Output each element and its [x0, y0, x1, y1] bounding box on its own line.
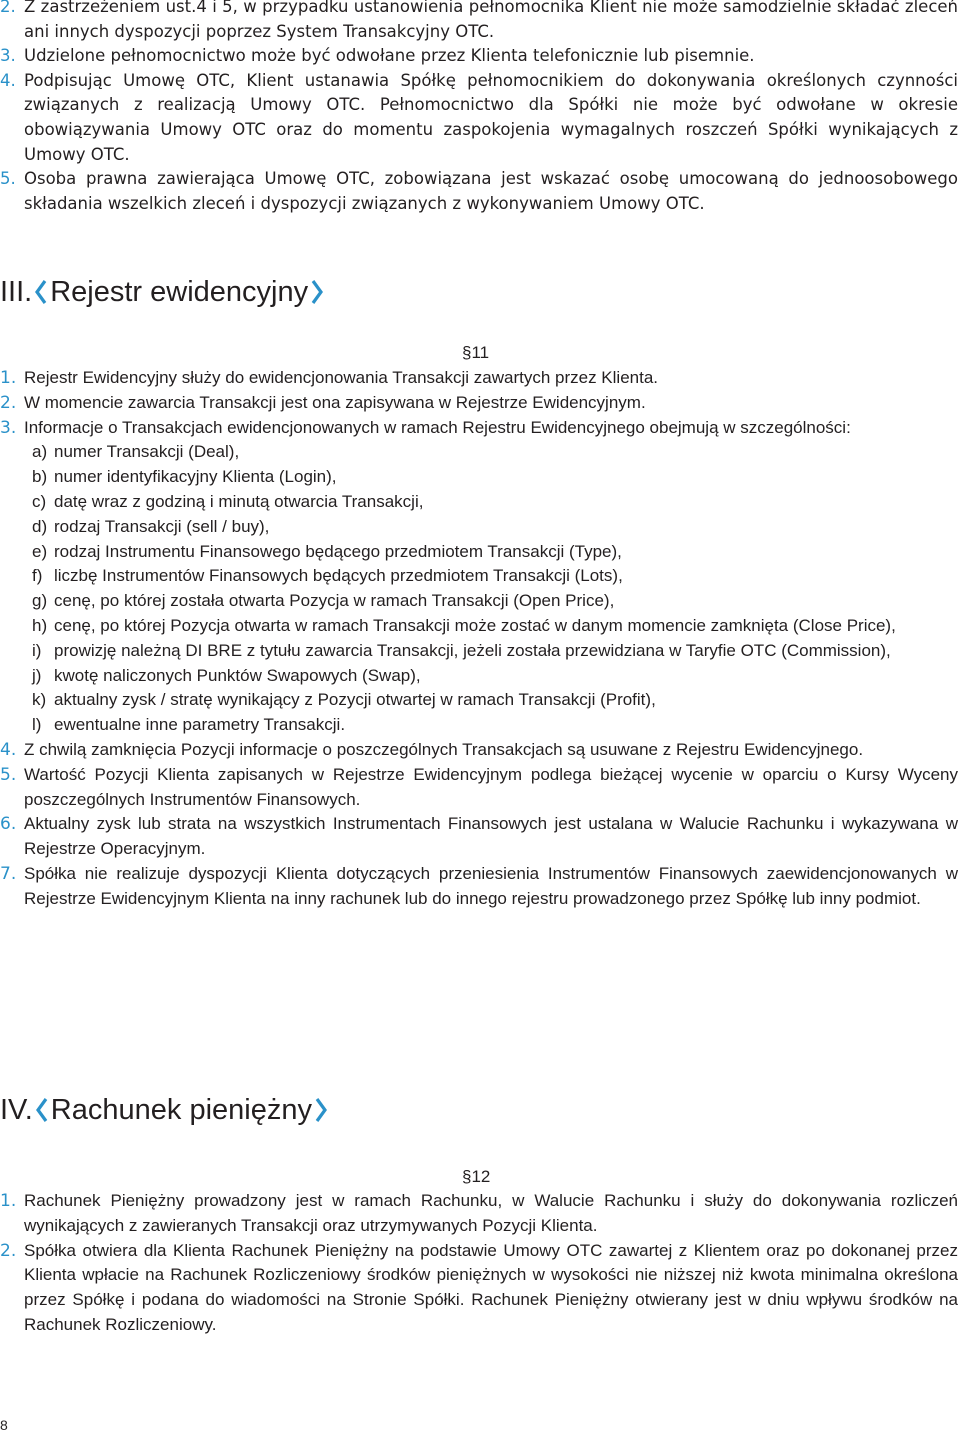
- chevron-right-icon: [311, 279, 323, 305]
- list-item: [0, 862, 958, 912]
- sub-list-item: [32, 614, 958, 639]
- section-roman: IV.: [0, 1094, 33, 1126]
- item-text: Udzielone pełnomocnictwo może być odwołane przez Klienta telefonicznie lub pisemnie.: [24, 46, 755, 66]
- item-text: Osoba prawna zawierająca Umowę OTC, zobowiązana jest wskazać osobę umocowaną do jednoosobowego składania wszelkich zleceń i dyspozycji związanych z wykonywaniem Umowy OTC.: [24, 169, 958, 213]
- list-item: [0, 366, 958, 391]
- item-text: Z zastrzeżeniem ust.4 i 5, w przypadku ustanowienia pełnomocnika Klient nie może samodzielnie składać zleceń ani innych dyspozycji poprzez System Transakcyjny OTC.: [24, 0, 958, 41]
- item-text: Z chwilą zamknięcia Pozycji informacje o poszczególnych Transakcjach są usuwane z Rejestru Ewidencyjnego.: [24, 739, 864, 759]
- sub-list-item: [32, 713, 958, 738]
- sub-list: [0, 440, 958, 738]
- sub-text: rodzaj Instrumentu Finansowego będącego przedmiotem Transakcji (Type),: [54, 541, 622, 561]
- sub-letter: k): [32, 690, 47, 710]
- list-item: [0, 416, 958, 441]
- item-number: 1.: [0, 1191, 17, 1211]
- sub-letter: a): [32, 442, 48, 462]
- sub-text: prowizję należną DI BRE z tytułu zawarcia Transakcji, jeżeli została przewidziana w Taryfie OTC (Commission),: [54, 640, 891, 660]
- item-number: 2.: [0, 392, 17, 413]
- sub-letter: j): [32, 665, 42, 685]
- list-item: [0, 44, 958, 69]
- section-title: Rachunek pieniężny: [50, 1094, 312, 1126]
- list-item: [0, 1189, 958, 1239]
- item-number: 7.: [0, 863, 17, 884]
- item-number: 5.: [0, 169, 16, 189]
- item-text: Spółka otwiera dla Klienta Rachunek Pieniężny na podstawie Umowy OTC zawartej z Klientem oraz po dokonanej przez Klienta wpłacie na Rachunek Rozliczeniowy środków pieniężnych w wysokości nie niższej niż kwota minimalna określona przez Spółkę i podana do wiadomości na Stronie Spółki. Rachunek Pieniężny otwierany jest w dniu wpływu środków na Rachunek Rozliczeniowy.: [24, 1240, 958, 1334]
- item-text: Informacje o Transakcjach ewidencjonowanych w ramach Rejestru Ewidencyjnego obejmują w szczególności:: [24, 417, 851, 437]
- section-roman: III.: [0, 276, 33, 308]
- item-number: 2.: [0, 0, 16, 16]
- sub-letter: h): [32, 615, 48, 635]
- sub-text: datę wraz z godziną i minutą otwarcia Transakcji,: [54, 491, 424, 511]
- paragraph-number: §12: [462, 1167, 491, 1186]
- sub-list-item: [32, 564, 958, 589]
- sub-list-item: [32, 465, 958, 490]
- top-list: [0, 0, 958, 216]
- section-iii-list: [0, 366, 958, 912]
- item-number: 6.: [0, 814, 17, 835]
- sub-list-item: [32, 589, 958, 614]
- item-text: Rachunek Pieniężny prowadzony jest w ramach Rachunku, w Walucie Rachunku i służy do dokonywania rozliczeń wynikających z zawieranych Transakcji oraz utrzymywanych Pozycji Klienta.: [24, 1191, 958, 1235]
- sub-text: rodzaj Transakcji (sell / buy),: [54, 516, 270, 536]
- chevron-left-icon: [35, 279, 47, 305]
- item-number: 3.: [0, 417, 17, 438]
- item-number: 5.: [0, 764, 17, 785]
- list-item: [0, 0, 958, 44]
- sub-letter: b): [32, 467, 48, 487]
- sub-letter: d): [32, 516, 48, 536]
- item-text: Rejestr Ewidencyjny służy do ewidencjonowania Transakcji zawartych przez Klienta.: [24, 368, 659, 387]
- sub-list-item: [32, 490, 958, 515]
- list-item: [0, 391, 958, 416]
- item-text: Podpisując Umowę OTC, Klient ustanawia Spółkę pełnomocnikiem do dokonywania określonych czynności związanych z realizacją Umowy OTC. Pełnomocnictwo dla Spółki nie może być odwołane w okresie obowiązywania Umowy OTC oraz do momentu zaspokojenia wymagalnych roszczeń Spółki wynikających z Umowy OTC.: [24, 70, 958, 164]
- sub-letter: l): [32, 715, 42, 735]
- sub-list-item: [32, 540, 958, 565]
- list-item: [0, 812, 958, 862]
- sub-text: ewentualne inne parametry Transakcji.: [54, 715, 346, 735]
- section-heading-iv: [0, 1093, 330, 1127]
- list-item: [0, 167, 958, 216]
- item-text: Spółka nie realizuje dyspozycji Klienta dotyczących przeniesienia Instrumentów Finansowych zaewidencjonowanych w Rejestrze Ewidencyjnym Klienta na inny rachunek lub do innego rejestru prowadzonego przez Spółkę lub inny podmiot.: [24, 863, 958, 908]
- section-heading-iii: [0, 275, 326, 309]
- page-number: 8: [0, 1417, 8, 1433]
- sub-text: aktualny zysk / stratę wynikający z Pozycji otwartej w ramach Transakcji (Profit),: [54, 690, 656, 710]
- item-number: 3.: [0, 46, 16, 66]
- item-text: Aktualny zysk lub strata na wszystkich Instrumentach Finansowych jest ustalana w Walucie Rachunku i wykazywana w Rejestrze Operacyjnym.: [24, 814, 958, 859]
- list-item: [0, 763, 958, 813]
- sub-text: numer Transakcji (Deal),: [54, 442, 240, 462]
- sub-letter: g): [32, 591, 48, 611]
- sub-text: cenę, po której została otwarta Pozycja w ramach Transakcji (Open Price),: [54, 591, 615, 611]
- section-title: Rejestr ewidencyjny: [50, 276, 309, 308]
- list-item: [0, 738, 958, 763]
- sub-text: numer identyfikacyjny Klienta (Login),: [54, 467, 337, 487]
- item-number: 4.: [0, 739, 17, 760]
- sub-text: kwotę naliczonych Punktów Swapowych (Swap),: [54, 665, 421, 685]
- item-number: 2.: [0, 1240, 17, 1261]
- sub-text: liczbę Instrumentów Finansowych będących przedmiotem Transakcji (Lots),: [54, 566, 623, 586]
- list-item: [0, 1239, 958, 1338]
- item-text: W momencie zawarcia Transakcji jest ona zapisywana w Rejestrze Ewidencyjnym.: [24, 392, 646, 412]
- item-number: 1.: [0, 368, 17, 388]
- section-iv-list: [0, 1189, 958, 1338]
- sub-letter: f): [32, 566, 43, 586]
- list-item: [0, 69, 958, 167]
- sub-list-item: [32, 515, 958, 540]
- item-text: Wartość Pozycji Klienta zapisanych w Rejestrze Ewidencyjnym podlega bieżącej wycenie w oparciu o Kursy Wyceny poszczególnych Instrumentów Finansowych.: [24, 764, 958, 809]
- sub-letter: c): [32, 491, 47, 511]
- sub-list-item: [32, 664, 958, 689]
- sub-letter: e): [32, 541, 48, 561]
- chevron-left-icon: [36, 1097, 48, 1123]
- sub-list-item: [32, 688, 958, 713]
- item-number: 4.: [0, 70, 16, 90]
- sub-list-item: [32, 639, 958, 664]
- sub-letter: i): [32, 640, 42, 660]
- sub-list-item: [32, 440, 958, 465]
- sub-text: cenę, po której Pozycja otwarta w ramach Transakcji może zostać w danym momencie zamknięta (Close Price),: [54, 615, 896, 635]
- paragraph-number: §11: [462, 343, 490, 362]
- chevron-right-icon: [315, 1097, 327, 1123]
